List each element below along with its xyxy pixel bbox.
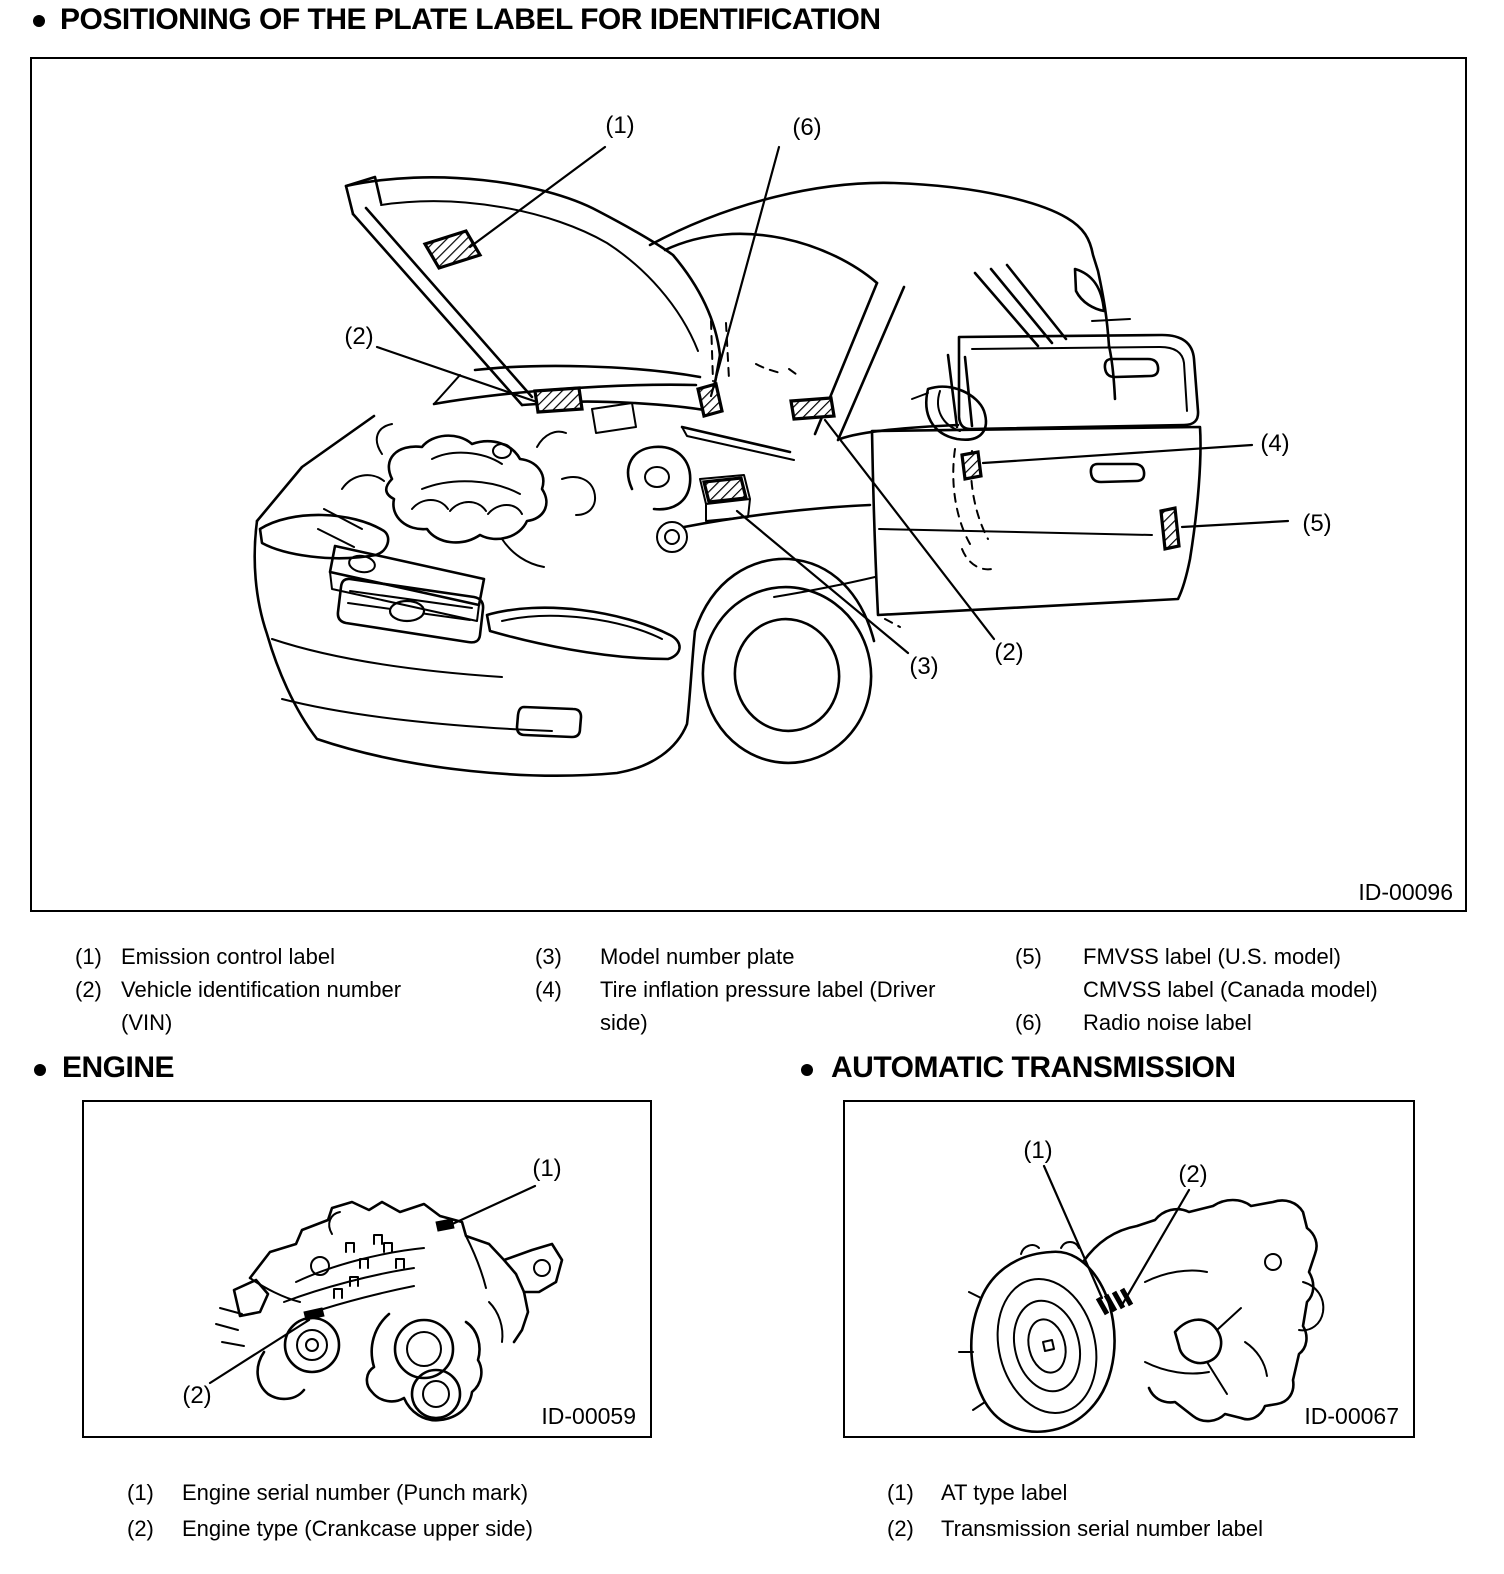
- legend-num: (2): [887, 1516, 914, 1541]
- legend-text: Engine type (Crankcase upper side): [182, 1516, 533, 1541]
- legend-text: Vehicle identification number: [121, 977, 402, 1002]
- leader-line-5: [1182, 521, 1288, 527]
- leader-line-3: [737, 511, 908, 653]
- legend-text: (VIN): [121, 1010, 173, 1035]
- legend-num: (1): [887, 1480, 914, 1505]
- legend-text: Emission control label: [121, 944, 335, 969]
- legend-text: Model number plate: [600, 944, 795, 969]
- title-bullet-icon: [33, 15, 45, 27]
- transmission-bullet-icon: [801, 1064, 813, 1076]
- radio-noise-label-marker: [698, 384, 722, 416]
- callout-2-bottom: (2): [994, 639, 1024, 666]
- front-end: [255, 416, 900, 776]
- tire-pressure-label-marker: [962, 452, 981, 479]
- transmission-callout-2: (2): [1178, 1161, 1208, 1188]
- legend-text: FMVSS label (U.S. model): [1083, 944, 1341, 969]
- legend-text: AT type label: [941, 1480, 1068, 1505]
- transmission-label-marks: [1098, 1289, 1131, 1314]
- callout-1: (1): [605, 112, 635, 139]
- transmission-drawing: [959, 1200, 1323, 1432]
- page-title: POSITIONING OF THE PLATE LABEL FOR IDENTIFICATION: [60, 3, 881, 36]
- engine-illustration: [84, 1102, 650, 1436]
- legend-text: Transmission serial number label: [941, 1516, 1263, 1541]
- engine-figure-box: [82, 1100, 652, 1438]
- side-mirror: [912, 387, 986, 440]
- fmvss-label-marker: [1161, 508, 1179, 549]
- callout-4: (4): [1260, 430, 1290, 457]
- engine-callout-2: (2): [182, 1382, 212, 1409]
- engine-bay: [318, 403, 690, 621]
- hood-open: [346, 177, 720, 411]
- emission-label-marker: [425, 231, 480, 268]
- model-number-plate-marker: [704, 478, 746, 502]
- legend-text: side): [600, 1010, 648, 1035]
- legend-num: (4): [535, 977, 562, 1002]
- car-illustration: [32, 59, 1465, 910]
- legend-num: (5): [1015, 944, 1042, 969]
- vin-label-marker: [535, 388, 582, 412]
- callout-3: (3): [909, 653, 939, 680]
- figure-id-transmission: ID-00067: [1304, 1403, 1399, 1429]
- legend-text: CMVSS label (Canada model): [1083, 977, 1378, 1002]
- transmission-leader-line-1: [1044, 1166, 1102, 1298]
- engine-drawing: [216, 1202, 562, 1420]
- transmission-callout-1: (1): [1023, 1137, 1053, 1164]
- engine-leader-line-2: [210, 1320, 309, 1383]
- legend-num: (3): [535, 944, 562, 969]
- legend-num: (2): [127, 1516, 154, 1541]
- transmission-illustration: [845, 1102, 1413, 1436]
- transmission-figure-box: [843, 1100, 1415, 1438]
- engine-bullet-icon: [34, 1064, 46, 1076]
- roof-and-windshield: [650, 183, 1109, 460]
- leader-line-4: [983, 445, 1252, 463]
- legend-num: (1): [75, 944, 102, 969]
- legend-text: Radio noise label: [1083, 1010, 1252, 1035]
- main-figure-box: [30, 57, 1467, 912]
- legend-num: (1): [127, 1480, 154, 1505]
- engine-callout-1: (1): [532, 1155, 562, 1182]
- open-door: [872, 335, 1201, 615]
- vin-plate-marker: [791, 398, 834, 419]
- leader-line-6: [711, 147, 779, 396]
- callout-2-top: (2): [344, 323, 374, 350]
- figure-id-engine: ID-00059: [541, 1403, 636, 1429]
- legend-text: Engine serial number (Punch mark): [182, 1480, 529, 1505]
- transmission-leader-line-2: [1122, 1190, 1189, 1305]
- callout-6: (6): [792, 114, 822, 141]
- legend-num: (2): [75, 977, 102, 1002]
- callout-5: (5): [1302, 510, 1332, 537]
- transmission-header: AUTOMATIC TRANSMISSION: [831, 1051, 1236, 1084]
- legend-num: (6): [1015, 1010, 1042, 1035]
- figure-id-main: ID-00096: [1358, 879, 1453, 905]
- legend-text: Tire inflation pressure label (Driver: [600, 977, 936, 1002]
- engine-header: ENGINE: [62, 1051, 175, 1084]
- engine-leader-line-1: [448, 1186, 535, 1226]
